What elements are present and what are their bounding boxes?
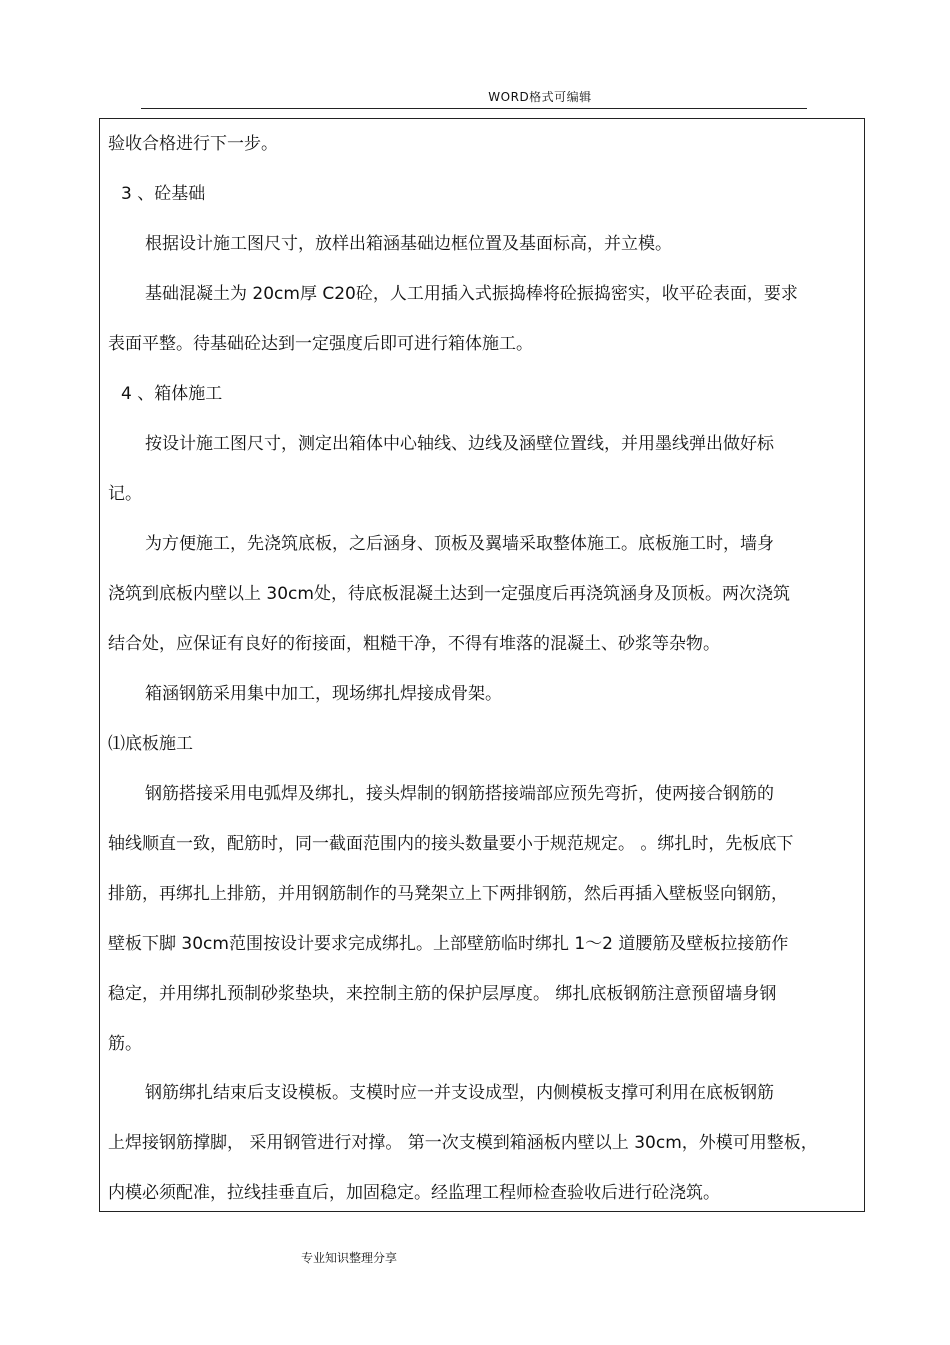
body-line: 钢筋搭接采用电弧焊及绑扎，接头焊制的钢筋搭接端部应预先弯折，使两接合钢筋的 [145,784,774,804]
body-line: 基础混凝土为 20cm厚 C20砼，人工用插入式振捣棒将砼振捣密实，收平砼表面，要求 [145,284,798,304]
section-heading: 4 、箱体施工 [121,384,223,404]
body-line: 为方便施工，先浇筑底板，之后涵身、顶板及翼墙采取整体施工。底板施工时，墙身 [145,534,774,554]
body-line: 上焊接钢筋撑脚， 采用钢管进行对撑。 第一次支模到箱涵板内壁以上 30cm，外模可用整板， [108,1133,818,1153]
body-line: 钢筋绑扎结束后支设模板。支模时应一并支设成型，内侧模板支撑可利用在底板钢筋 [145,1083,774,1103]
subsection-heading: ⑴底板施工 [108,734,193,754]
body-line: 记。 [108,484,142,504]
page-footer: 专业知识整理分享 [301,1251,398,1265]
body-line: 稳定，并用绑扎预制砂浆垫块，来控制主筋的保护层厚度。 绑扎底板钢筋注意预留墙身钢 [108,984,777,1004]
body-line: 壁板下脚 30cm范围按设计要求完成绑扎。上部壁筋临时绑扎 1～2 道腰筋及壁板拉接筋作 [108,934,789,954]
body-line: 轴线顺直一致，配筋时，同一截面范围内的接头数量要小于规范规定。 。绑扎时，先板底下 [108,834,794,854]
body-line: 内模必须配准，拉线挂垂直后，加固稳定。经监理工程师检查验收后进行砼浇筑。 [108,1183,720,1203]
body-line: 表面平整。待基础砼达到一定强度后即可进行箱体施工。 [108,334,533,354]
header-rule [141,108,807,109]
section-heading: 3 、砼基础 [121,184,206,204]
body-line: 按设计施工图尺寸，测定出箱体中心轴线、边线及涵壁位置线，并用墨线弹出做好标 [145,434,774,454]
page-header: WORD格式可编辑 [488,90,592,104]
body-line: 结合处，应保证有良好的衔接面，粗糙干净，不得有堆落的混凝土、砂浆等杂物。 [108,634,720,654]
body-line: 筋。 [108,1034,142,1054]
body-line: 排筋，再绑扎上排筋，并用钢筋制作的马凳架立上下两排钢筋，然后再插入壁板竖向钢筋， [108,884,788,904]
body-line: 箱涵钢筋采用集中加工，现场绑扎焊接成骨架。 [145,684,502,704]
body-line: 浇筑到底板内壁以上 30cm处，待底板混凝土达到一定强度后再浇筑涵身及顶板。两次浇筑 [108,584,790,604]
body-line: 验收合格进行下一步。 [108,134,278,154]
body-line: 根据设计施工图尺寸，放样出箱涵基础边框位置及基面标高，并立模。 [145,234,672,254]
